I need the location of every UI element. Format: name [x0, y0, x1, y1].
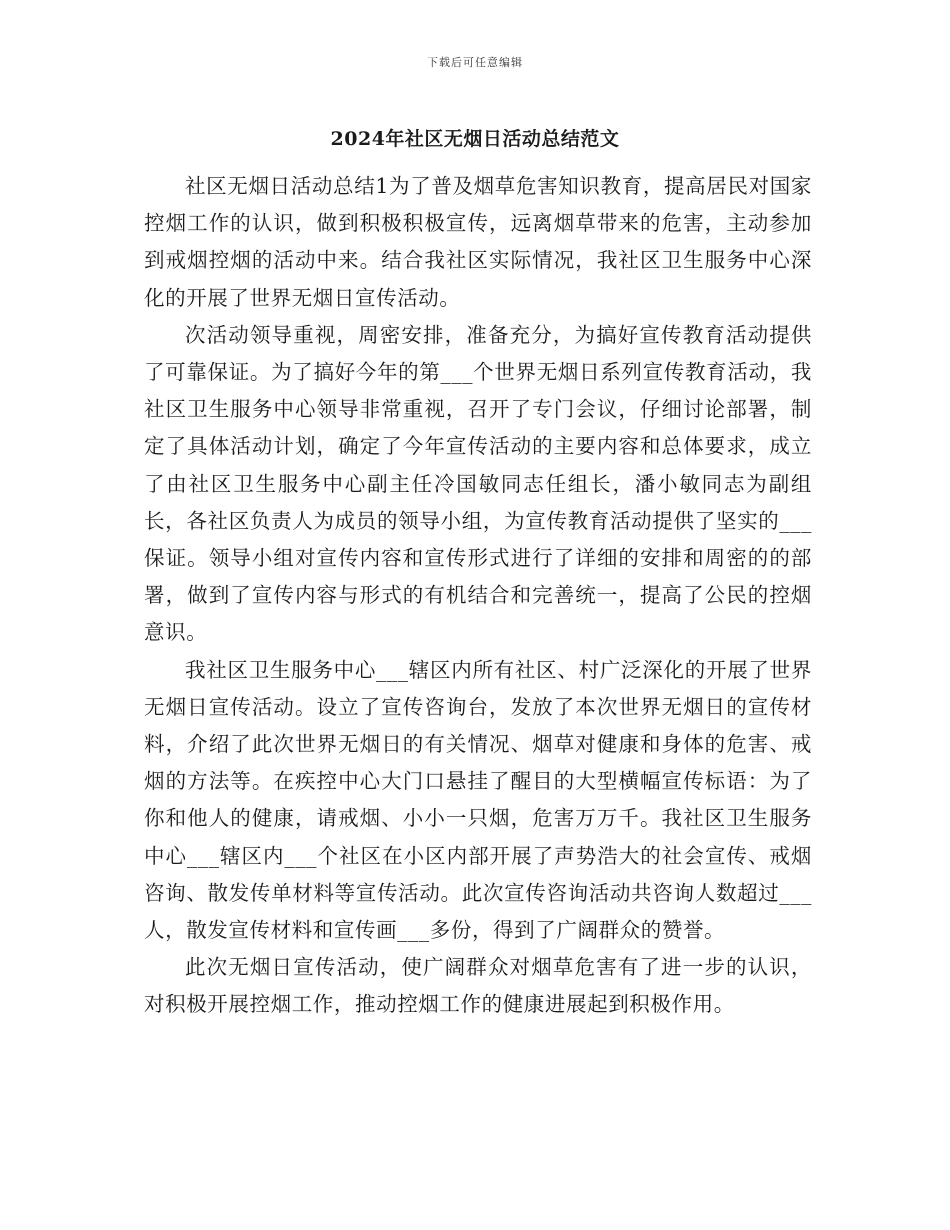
document-title: 2024年社区无烟日活动总结范文 — [330, 128, 620, 150]
header-note: 下载后可任意编辑 — [427, 56, 523, 69]
paragraph-3: 我社区卫生服务中心___辖区内所有社区、村广泛深化的开展了世界无烟日宣传活动。设立了宣传咨询台，发放了本次世界无烟日的宣传材料，介绍了此次世界无烟日的有关情况、烟草对健康和身体的危害、戒烟的方法等。在疾控中心大门口悬挂了醒目的大型横幅宣传标语：为了你和他人的健康，请戒烟、小小一只烟，危害万万千。我社区卫生服务中心___辖区内___个社区在小区内部开展了声势浩大的社会宣传、戒烟咨询、散发传单材料等宣传活动。此次宣传咨询活动共咨询人数超过___人，散发宣传材料和宣传画___多份，得到了广阔群众的赞誉。 — [144, 657, 812, 943]
paragraph-2: 次活动领导重视，周密安排，准备充分，为搞好宣传教育活动提供了可靠保证。为了搞好今年的第___个世界无烟日系列宣传教育活动，我社区卫生服务中心领导非常重视，召开了专门会议，仔细讨论部署，制定了具体活动计划，确定了今年宣传活动的主要内容和总体要求，成立了由社区卫生服务中心副主任冷国敏同志任组长，潘小敏同志为副组长，各社区负责人为成员的领导小组，为宣传教育活动提供了坚实的___保证。领导小组对宣传内容和宣传形式进行了详细的安排和周密的的部署，做到了宣传内容与形式的有机结合和完善统一，提高了公民的控烟意识。 — [144, 322, 812, 645]
paragraph-4: 此次无烟日宣传活动，使广阔群众对烟草危害有了进一步的认识，对积极开展控烟工作，推动控烟工作的健康进展起到积极作用。 — [144, 955, 812, 1017]
paragraph-1: 社区无烟日活动总结1为了普及烟草危害知识教育，提高居民对国家控烟工作的认识，做到积极积极宣传，远离烟草带来的危害，主动参加到戒烟控烟的活动中来。结合我社区实际情况，我社区卫生服务中心深化的开展了世界无烟日宣传活动。 — [144, 174, 812, 310]
document-body — [144, 168, 812, 1024]
